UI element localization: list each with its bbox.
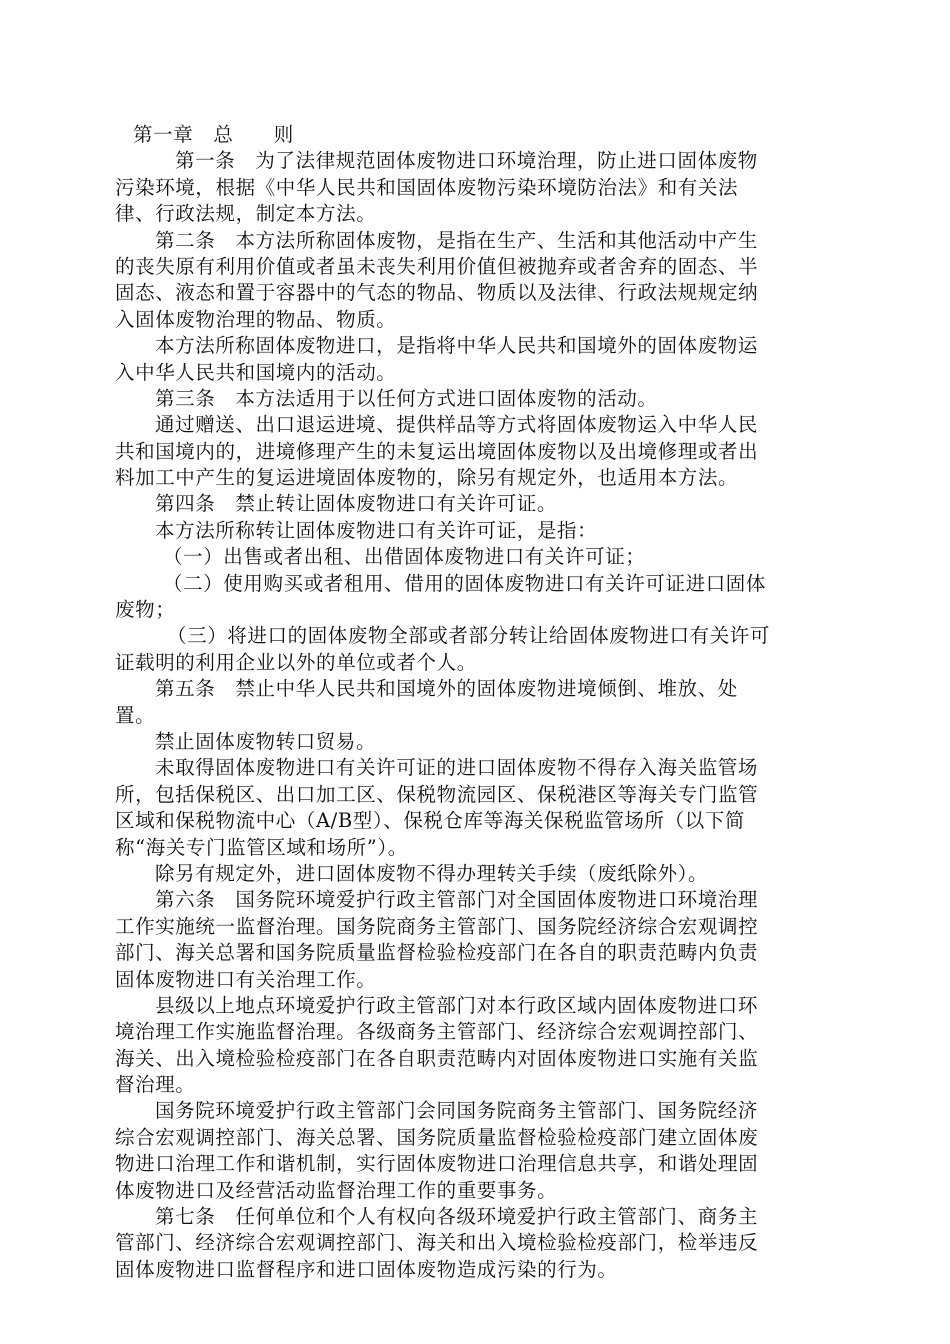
text-line: 废物；: [115, 598, 176, 622]
text-line: 入固体废物治理的物品、物质。: [115, 307, 397, 331]
text-line: 污染环境，根据《中华人民共和国固体废物污染环境防治法》和有关法: [115, 175, 739, 199]
text-line: 区域和保税物流中心（A/B型）、保税仓库等海关保税监管场所（以下简: [115, 809, 746, 833]
text-line: 固态、液态和置于容器中的气态的物品、物质以及法律、行政法规规定纳: [115, 281, 759, 305]
text-line: 本方法所称固体废物进口，是指将中华人民共和国境外的固体废物运: [155, 334, 759, 358]
text-line: （一）出售或者出租、出借固体废物进口有关许可证；: [163, 545, 646, 569]
text-line: 工作实施统一监督治理。国务院商务主管部门、国务院经济综合宏观调控: [115, 914, 759, 938]
text-line: 物进口治理工作和谐机制，实行固体废物进口治理信息共享，和谐处理固: [115, 1152, 759, 1176]
text-line: 通过赠送、出口退运进境、提供样品等方式将固体废物运入中华人民: [155, 413, 759, 437]
text-line: 未取得固体废物进口有关许可证的进口固体废物不得存入海关监管场: [155, 756, 759, 780]
text-line: 督治理。: [115, 1073, 196, 1097]
text-line: 共和国境内的，进境修理产生的未复运出境固体废物以及出境修理或者出: [115, 439, 759, 463]
text-line: 本方法所称转让固体废物进口有关许可证，是指：: [155, 518, 598, 542]
text-line: 置。: [115, 703, 156, 727]
text-line: 第二条 本方法所称固体废物，是指在生产、生活和其他活动中产生: [155, 228, 759, 252]
text-line: 国务院环境爱护行政主管部门会同国务院商务主管部门、国务院经济: [155, 1099, 759, 1123]
text-line: 除另有规定外，进口固体废物不得办理转关手续（废纸除外）。: [155, 861, 709, 885]
text-line: 第六条 国务院环境爱护行政主管部门对全国固体废物进口环境治理: [155, 888, 759, 912]
text-line: （三）将进口的固体废物全部或者部分转让给固体废物进口有关许可: [167, 624, 771, 648]
text-line: 部门、海关总署和国务院质量监督检验检疫部门在各自的职责范畴内负责: [115, 941, 759, 965]
text-line: 第四条 禁止转让固体废物进口有关许可证。: [155, 492, 558, 516]
text-line: 海关、出入境检验检疫部门在各自职责范畴内对固体废物进口实施有关监: [115, 1046, 759, 1070]
text-line: 的丧失原有利用价值或者虽未丧失利用价值但被抛弃或者舍弃的固态、半: [115, 254, 759, 278]
text-line: 禁止固体废物转口贸易。: [155, 729, 377, 753]
text-line: （二）使用购买或者租用、借用的固体废物进口有关许可证进口固体: [163, 571, 767, 595]
text-line: 律、行政法规，制定本方法。: [115, 202, 377, 226]
text-line: 料加工中产生的复运进境固体废物的，除另有规定外，也适用本方法。: [115, 466, 739, 490]
text-line: 称“海关专门监管区域和场所”）。: [115, 835, 408, 859]
text-line: 第五条 禁止中华人民共和国境外的固体废物进境倾倒、堆放、处: [155, 677, 738, 701]
text-line: 所，包括保税区、出口加工区、保税物流园区、保税港区等海关专门监管: [115, 782, 759, 806]
text-line: 综合宏观调控部门、海关总署、国务院质量监督检验检疫部门建立固体废: [115, 1125, 759, 1149]
text-line: 第三条 本方法适用于以任何方式进口固体废物的活动。: [155, 386, 658, 410]
document-body: [115, 122, 835, 1283]
text-line: 管部门、经济综合宏观调控部门、海关和出入境检验检疫部门，检举违反: [115, 1231, 759, 1255]
text-line: 固体废物进口监督程序和进口固体废物造成污染的行为。: [115, 1257, 618, 1281]
text-line: 县级以上地点环境爱护行政主管部门对本行政区域内固体废物进口环: [155, 993, 759, 1017]
text-line: 第七条 任何单位和个人有权向各级环境爱护行政主管部门、商务主: [155, 1205, 759, 1229]
text-line: 入中华人民共和国境内的活动。: [115, 360, 397, 384]
text-line: 境治理工作实施监督治理。各级商务主管部门、经济综合宏观调控部门、: [115, 1020, 759, 1044]
text-line: 固体废物进口有关治理工作。: [115, 967, 377, 991]
text-line: 第一章 总 则: [133, 123, 294, 146]
text-line: 体废物进口及经营活动监督治理工作的重要事务。: [115, 1178, 558, 1202]
text-line: 第一条 为了法律规范固体废物进口环境治理，防止进口固体废物: [175, 149, 758, 173]
text-line: 证载明的利用企业以外的单位或者个人。: [115, 650, 477, 674]
